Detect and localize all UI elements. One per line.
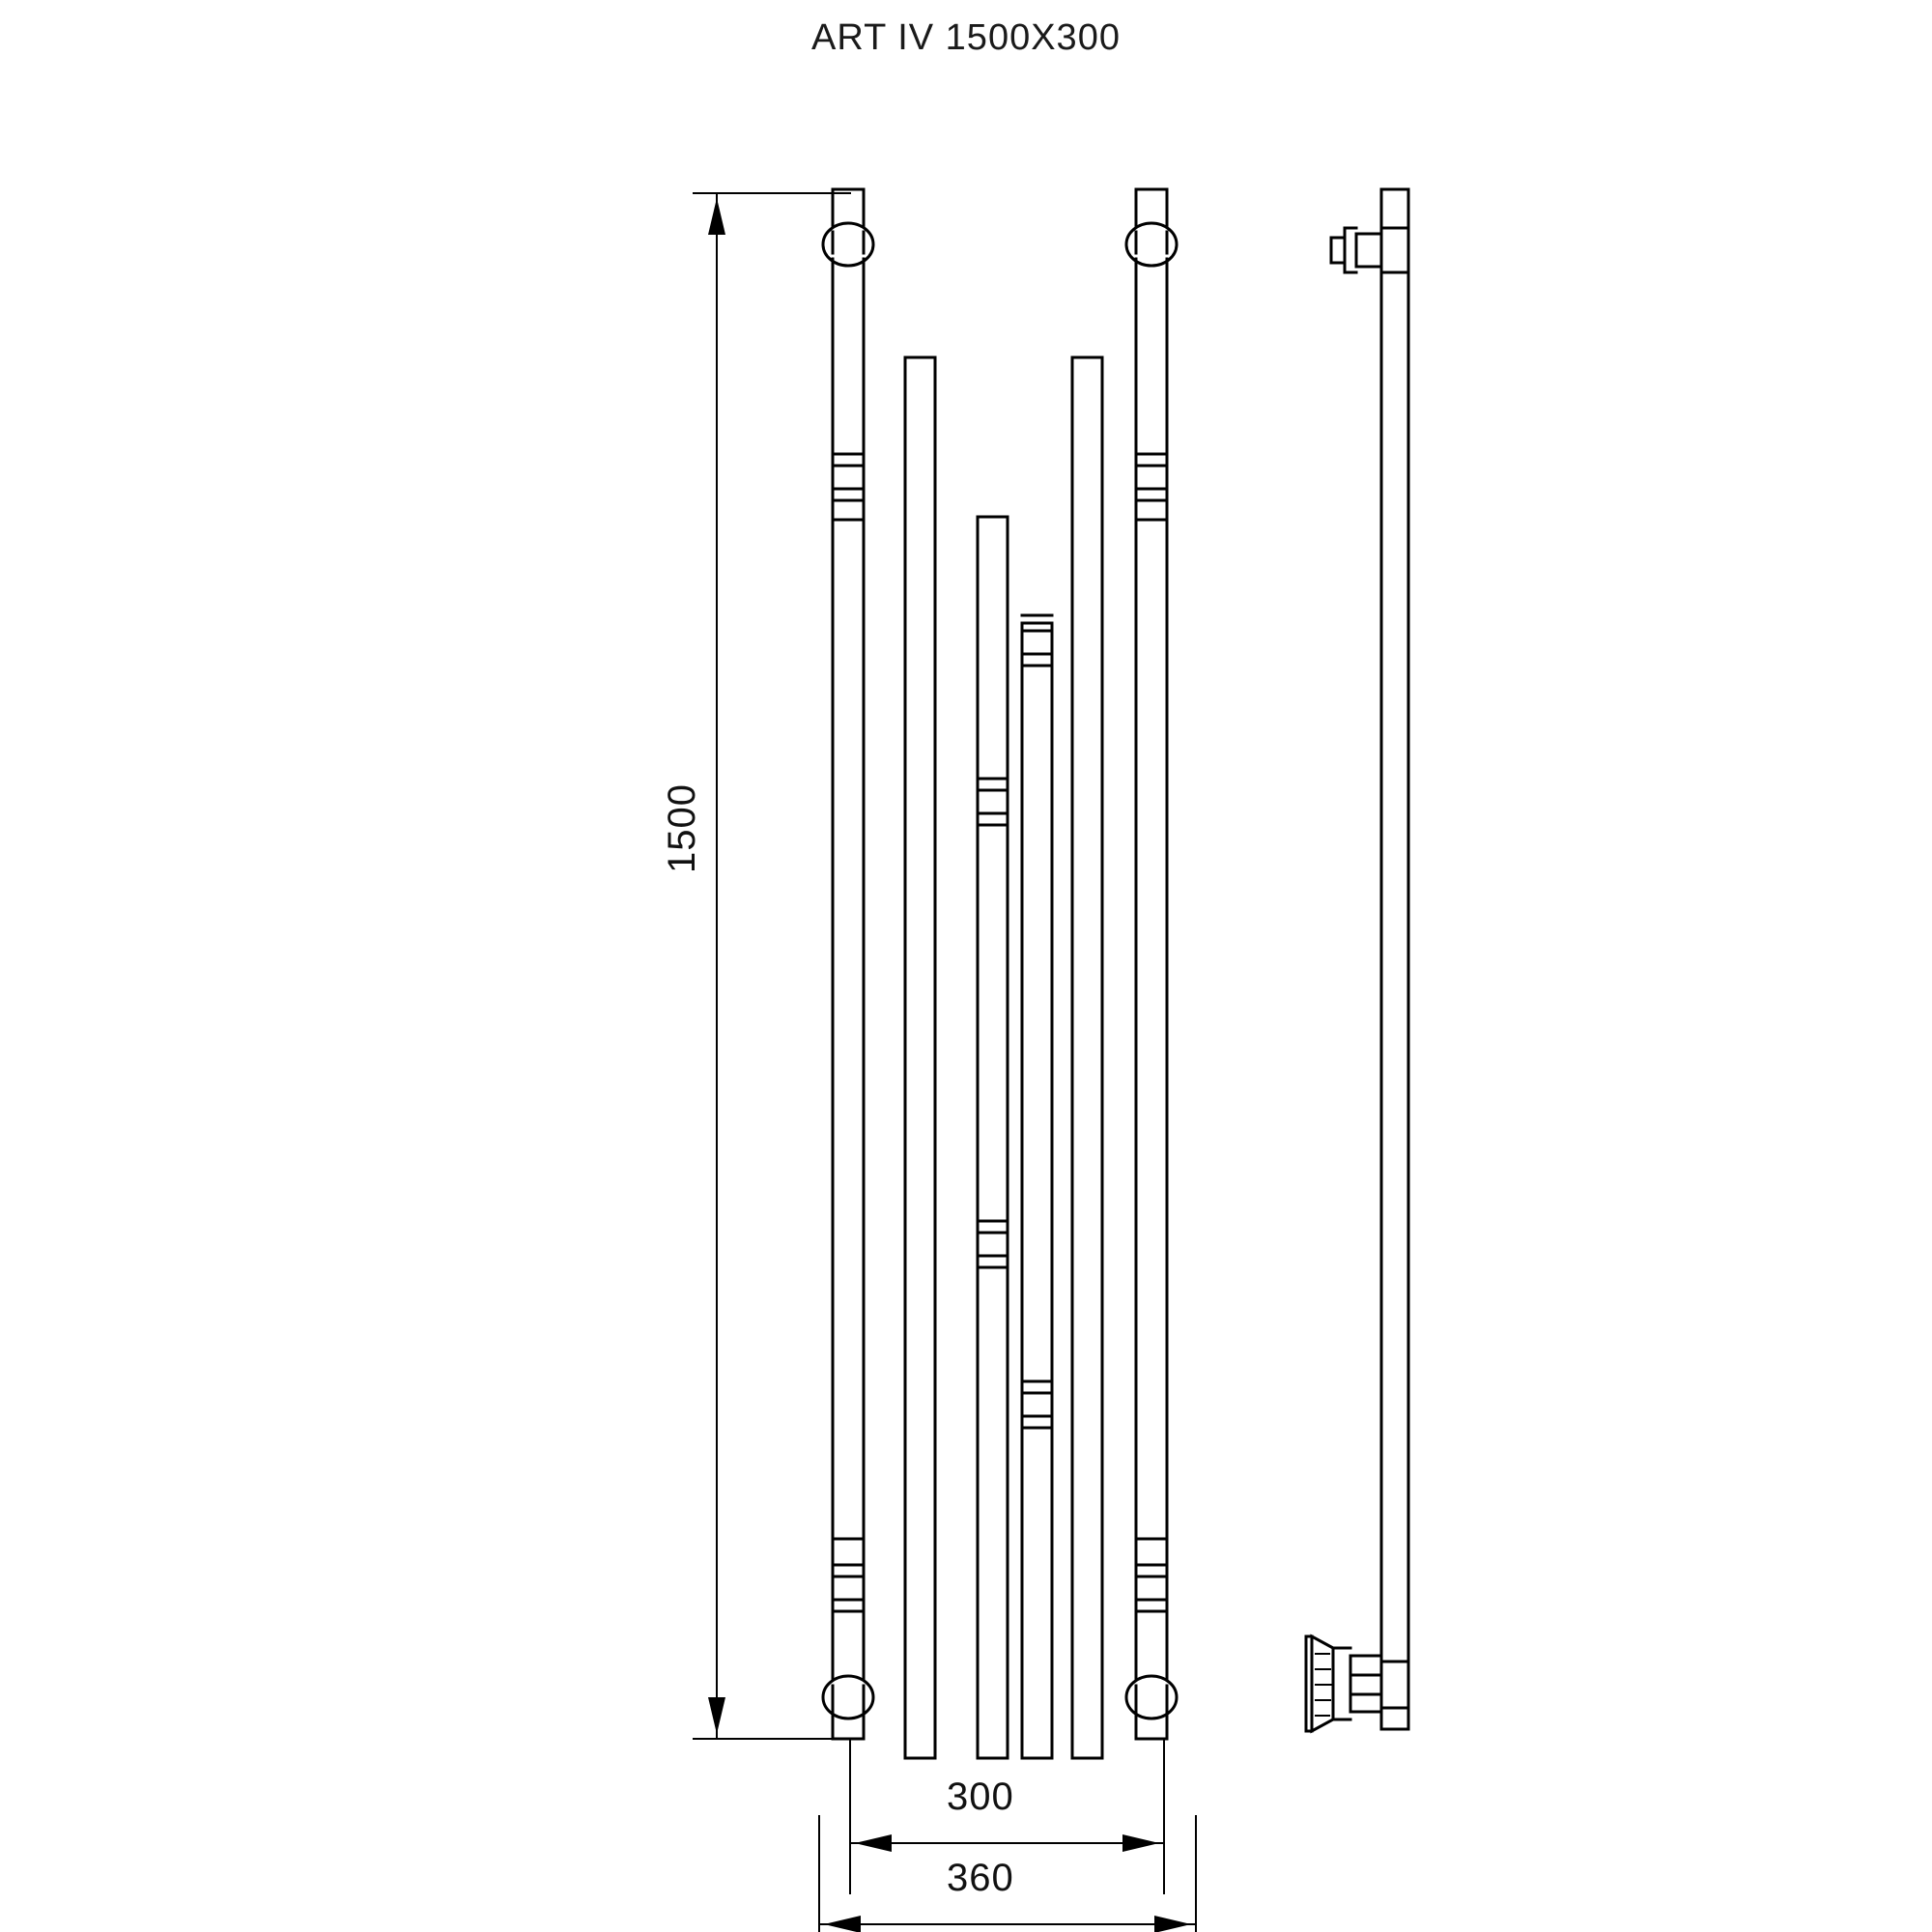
right-outer-tube <box>1126 189 1177 1739</box>
right-inner-bar <box>1072 357 1102 1758</box>
left-outer-tube <box>823 189 873 1739</box>
center-left-bar <box>978 517 1008 1758</box>
left-inner-bar <box>905 357 935 1758</box>
side-view-tube <box>1381 189 1408 1729</box>
center-right-bar <box>1022 615 1052 1758</box>
side-view <box>1306 189 1408 1731</box>
page-title: ART IV 1500X300 <box>811 17 1121 58</box>
side-view-bottom-bracket <box>1306 1636 1381 1731</box>
dimension-width-inner-label: 300 <box>947 1776 1014 1818</box>
dimension-width-overall-label: 360 <box>947 1857 1014 1899</box>
dimension-height-1500 <box>694 193 850 1739</box>
side-view-top-bracket <box>1331 228 1381 272</box>
dimension-height-label: 1500 <box>660 783 703 873</box>
front-view <box>823 189 1177 1758</box>
